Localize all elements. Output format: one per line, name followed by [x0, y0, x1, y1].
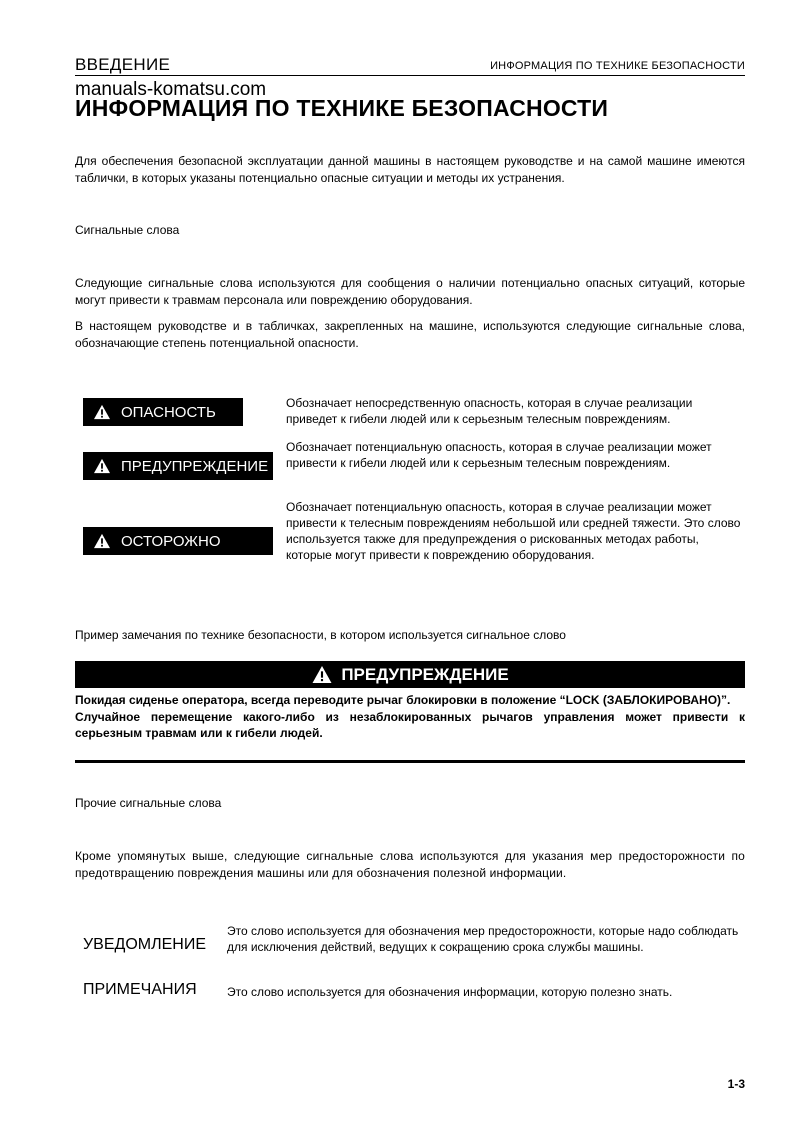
danger-description: Обозначает непосредственную опасность, которая в случае реализации приведет к гибели людей или к серьезным телесным повреждениям.: [286, 396, 693, 426]
danger-badge: [83, 398, 243, 426]
other-words-intro: Кроме упомянутых выше, следующие сигнальные слова используются для указания мер предосторожности по предотвращению повреждения машины или для обозначения полезной информации.: [75, 849, 745, 880]
warning-triangle-icon: [311, 665, 333, 684]
example-bottom-rule: [75, 760, 745, 763]
caution-label: ОСТОРОЖНО: [121, 532, 221, 550]
example-heading: Пример замечания по технике безопасности, в котором используется сигнальное слово: [75, 628, 566, 642]
header-topic: ИНФОРМАЦИЯ ПО ТЕХНИКЕ БЕЗОПАСНОСТИ: [490, 60, 745, 72]
remarks-word: ПРИМЕЧАНИЯ: [83, 981, 197, 998]
example-warning-bar: [75, 661, 745, 688]
signal-words-heading: Сигнальные слова: [75, 223, 180, 237]
notice-description: Это слово используется для обозначения мер предосторожности, которые надо соблюдать для исключения действий, ведущих к сокращению срока службы машины.: [227, 924, 739, 954]
notice-word: УВЕДОМЛЕНИЕ: [83, 936, 207, 953]
page-number: 1-3: [727, 1077, 745, 1091]
warning-triangle-icon: [93, 404, 111, 420]
section-title: ВВЕДЕНИЕ: [75, 55, 171, 74]
other-words-heading: Прочие сигнальные слова: [75, 796, 222, 810]
remarks-description: Это слово используется для обозначения информации, которую полезно знать.: [227, 985, 673, 999]
warning-triangle-icon: [93, 458, 111, 474]
page-title: ИНФОРМАЦИЯ ПО ТЕХНИКЕ БЕЗОПАСНОСТИ: [75, 95, 609, 121]
signal-words-paragraph-1: Следующие сигнальные слова используются для сообщения о наличии потенциально опасных ситуаций, которые могут привести к травмам персонала или повреждению оборудования.: [75, 276, 745, 307]
caution-badge: [83, 527, 273, 555]
caution-description: Обозначает потенциальную опасность, которая в случае реализации может привести к телесным повреждениям небольшой или средней тяжести. Это слово используется также для предупреждения о рискованных методах работы, которые могут привести к повреждению оборудования.: [286, 500, 741, 562]
warning-description: Обозначает потенциальную опасность, которая в случае реализации может привести к гибели людей или к серьезным телесным повреждениям.: [286, 440, 712, 470]
watermark: manuals-komatsu.com: [75, 79, 267, 100]
danger-label: ОПАСНОСТЬ: [121, 403, 216, 421]
example-line-1: Покидая сиденье оператора, всегда переводите рычаг блокировки в положение “LOCK (ЗАБЛОКИРОВАНО)”.: [75, 693, 731, 707]
warning-badge: [83, 452, 273, 480]
warning-label: ПРЕДУПРЕЖДЕНИЕ: [121, 457, 269, 475]
intro-paragraph: Для обеспечения безопасной эксплуатации данной машины в настоящем руководстве и на самой машине имеются таблички, в которых указаны потенциально опасные ситуации и методы их устранения.: [75, 154, 745, 185]
example-warning-text: [75, 692, 745, 742]
warning-triangle-icon: [93, 533, 111, 549]
signal-words-paragraph-2: В настоящем руководстве и в табличках, закрепленных на машине, используются следующие сигнальные слова, обозначающие степень потенциальной опасности.: [75, 319, 745, 350]
header-divider: [75, 75, 745, 76]
example-line-2: Случайное перемещение какого-либо из незаблокированных рычагов управления может привести к серьезным травмам или к гибели людей.: [75, 709, 745, 740]
example-warning-label: ПРЕДУПРЕЖДЕНИЕ: [341, 664, 509, 684]
